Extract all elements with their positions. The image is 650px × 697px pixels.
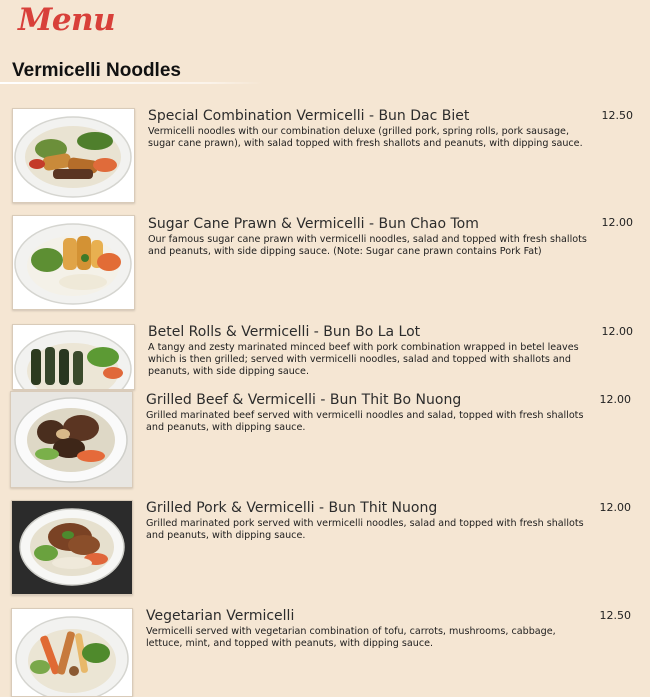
item-description: Grilled marinated beef served with vermicelli noodles and salad, topped with fresh shallots and peanuts, with dipping sauce. (146, 410, 584, 433)
item-description: Vermicelli noodles with our combination deluxe (grilled pork, spring rolls, pork sausage, sugar cane prawn), with salad topped with fresh shallots and peanuts, with dipping sauce. (148, 126, 583, 149)
item-name: Grilled Beef & Vermicelli - Bun Thit Bo Nuong (146, 392, 462, 408)
vegetarian-vermicelli-photo (11, 608, 133, 697)
item-description: Vermicelli served with vegetarian combination of tofu, carrots, mushrooms, cabbage, lettuce, mint, and topped with peanuts, with dipping sauce. (146, 626, 556, 649)
item-price: 12.00 (601, 325, 633, 338)
item-price: 12.50 (601, 109, 633, 122)
item-name: Special Combination Vermicelli - Bun Dac Biet (148, 108, 470, 124)
item-description: Our famous sugar cane prawn with vermicelli noodles, salad and topped with fresh shallots and peanuts, with side dipping sauce. (Note: Sugar cane prawn contains Pork Fat) (148, 234, 587, 257)
grilled-beef-photo (10, 391, 133, 488)
item-name: Betel Rolls & Vermicelli - Bun Bo La Lot (148, 324, 421, 340)
item-name: Grilled Pork & Vermicelli - Bun Thit Nuong (146, 500, 438, 516)
item-description: A tangy and zesty marinated minced beef with pork combination wrapped in betel leaves which is then grilled; served with vermicelli noodles, salad and topped with shallots and peanuts, with side dipping sauce. (148, 342, 579, 377)
item-price: 12.50 (599, 609, 631, 622)
sugar-cane-prawn-photo (12, 215, 135, 310)
item-price: 12.00 (599, 501, 631, 514)
section-heading: Vermicelli Noodles (12, 60, 181, 81)
grilled-pork-photo (11, 500, 133, 595)
menu-title: Menu (18, 2, 116, 38)
item-name: Vegetarian Vermicelli (146, 608, 295, 624)
item-price: 12.00 (601, 216, 633, 229)
item-name: Sugar Cane Prawn & Vermicelli - Bun Chao Tom (148, 216, 479, 232)
item-price: 12.00 (599, 393, 631, 406)
betel-rolls-photo (12, 324, 135, 390)
item-description: Grilled marinated pork served with vermicelli noodles, salad and topped with fresh shallots and peanuts, with dipping sauce. (146, 518, 584, 541)
section-divider (0, 82, 262, 84)
combination-vermicelli-photo (12, 108, 135, 203)
